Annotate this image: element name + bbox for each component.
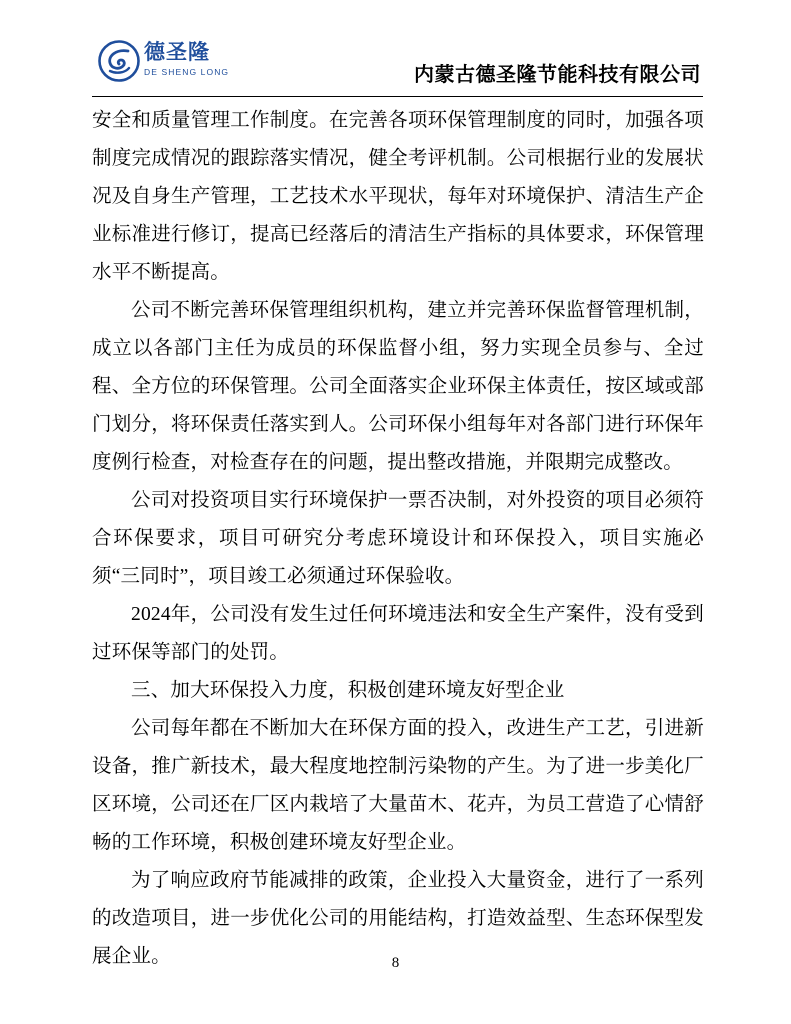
page-number: 8 — [391, 955, 400, 971]
logo-text-english: DE SHENG LONG — [144, 67, 230, 77]
paragraph-3: 公司对投资项目实行环境保护一票否决制，对外投资的项目必须符合环保要求，项目可研究分考虑环境设计和环保投入，项目实施必须“三同时”，项目竣工必须通过环保验收。 — [92, 490, 704, 587]
paragraph-1: 安全和质量管理工作制度。在完善各项环保管理制度的同时，加强各项制度完成情况的跟踪落实情况，健全考评机制。公司根据行业的发展状况及自身生产管理，工艺技术水平现状，每年对环境保护、清洁生产企业标准进行修订，提高已经落后的清洁生产指标的具体要求，环保管理水平不断提高。 — [92, 110, 704, 283]
paragraph-4: 2024年，公司没有发生过任何环境违法和安全生产案件，没有受到过环保等部门的处罚。 — [92, 604, 704, 663]
paragraph-2: 公司不断完善环保管理组织机构，建立并完善环保监督管理机制，成立以各部门主任为成员的环保监督小组，努力实现全员参与、全过程、全方位的环保管理。公司全面落实企业环保主体责任，按区域或部门划分，将环保责任落实到人。公司环保小组每年对各部门进行环保年度例行检查，对检查存在的问题，提出整改措施，并限期完成整改。 — [92, 300, 704, 473]
company-name-heading: 内蒙古德圣隆节能科技有限公司 — [414, 64, 701, 86]
section-heading-3: 三、加大环保投入力度，积极创建环境友好型企业 — [131, 680, 565, 701]
header-divider — [92, 96, 703, 97]
circular-swirl-logo-icon — [98, 40, 140, 82]
logo-text-chinese: 德圣隆 — [144, 40, 210, 64]
page-header — [98, 36, 701, 94]
paragraph-6: 公司每年都在不断加大在环保方面的投入，改进生产工艺，引进新设备，推广新技术，最大程度地控制污染物的产生。为了进一步美化厂区环境，公司还在厂区内栽培了大量苗木、花卉，为员工营造了心情舒畅的工作环境，积极创建环境友好型企业。 — [92, 718, 704, 853]
document-body — [92, 102, 704, 976]
company-logo — [98, 36, 228, 86]
paragraph-7: 为了响应政府节能减排的政策，企业投入大量资金，进行了一系列的改造项目，进一步优化公司的用能结构，打造效益型、生态环保型发展企业。 — [92, 870, 704, 967]
